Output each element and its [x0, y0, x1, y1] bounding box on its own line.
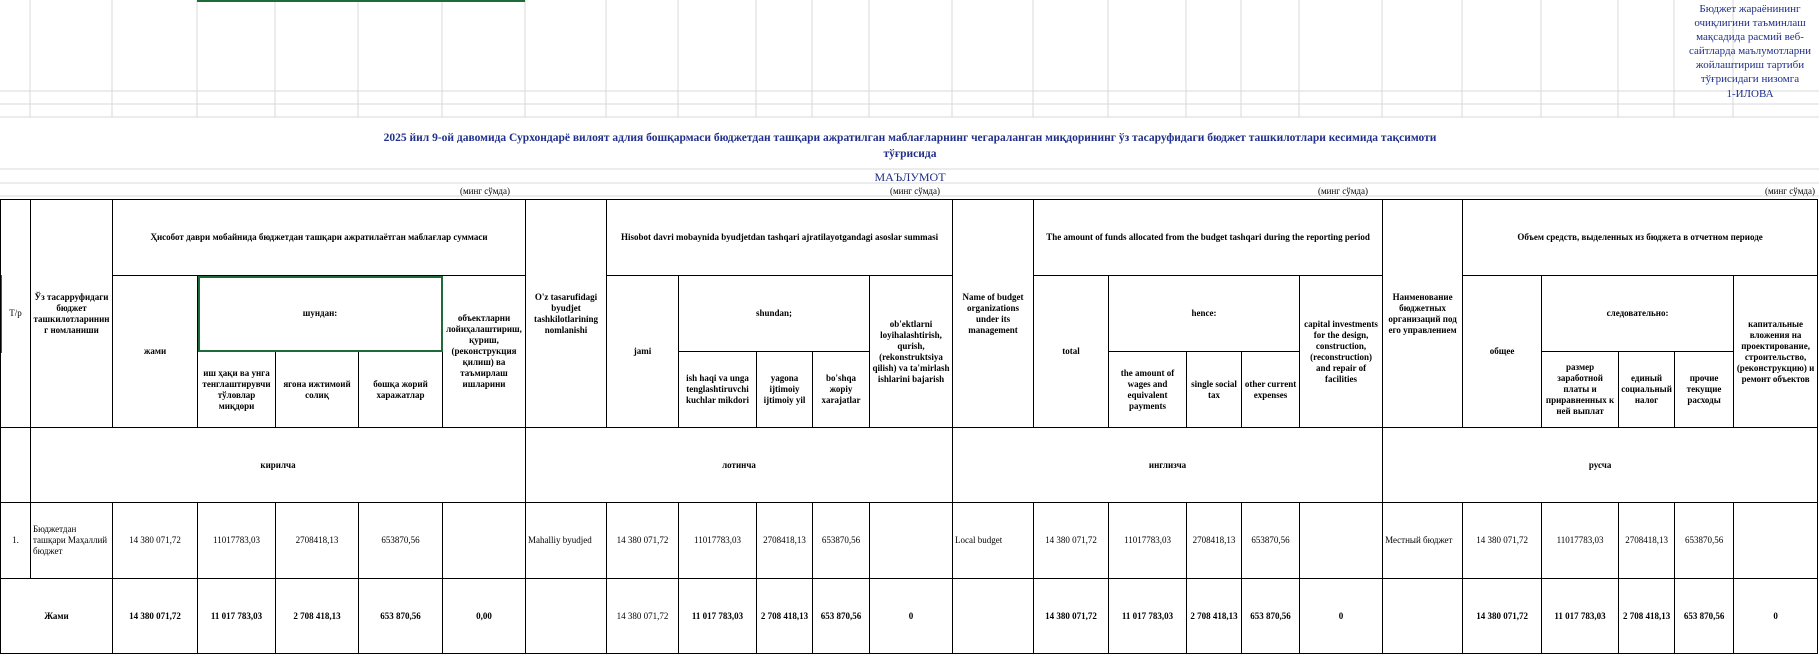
unit-label-cyrillic: (минг сўмда): [459, 186, 510, 196]
row1-rus-c4: [1734, 503, 1818, 579]
lang-label-latin: лотинча: [526, 428, 953, 503]
totals-lat-c2: 2 708 418,13: [757, 579, 813, 654]
row1-eng-c1: 11017783,03: [1109, 503, 1187, 579]
totals-lat-c1: 11 017 783,03: [679, 579, 757, 654]
totals-eng-blank: [953, 579, 1034, 654]
annex-note: [1685, 2, 1815, 101]
header-russian-c2: единый социальный налог: [1619, 352, 1675, 428]
table-row: [1, 503, 1818, 579]
header-latin-sub: shundan;: [679, 276, 870, 352]
header-cyrillic-group: Ҳисобот даври мобайнида бюджетдан ташқари ажратилаётган маблағлар суммаси: [113, 200, 526, 276]
unit-label-english: (минг сўмда): [1317, 186, 1368, 196]
header-russian-org: Наименование бюджетных организаций под его управлением: [1383, 200, 1463, 428]
header-cyrillic-org: Ўз тасарруфидаги бюджет ташкилотларининг номланиши: [31, 200, 113, 428]
totals-lat-c4: 0: [870, 579, 953, 654]
header-cyrillic-sub[interactable]: шундан:: [198, 276, 443, 352]
totals-eng-total: 14 380 071,72: [1034, 579, 1109, 654]
totals-cyr-c2: 2 708 418,13: [276, 579, 359, 654]
header-latin-c1: ish haqi va unga tenglashtiruvchi kuchlar mikdori: [679, 352, 757, 428]
row1-lat-c4: [870, 503, 953, 579]
report-subtitle: МАЪЛУМОТ: [874, 170, 946, 184]
header-latin-c3: bo'shqa жорiy xarajatlar: [813, 352, 870, 428]
totals-label: Жами: [1, 579, 113, 654]
totals-eng-c1: 11 017 783,03: [1109, 579, 1187, 654]
totals-rus-c1: 11 017 783,03: [1542, 579, 1619, 654]
header-cyrillic-total: жами: [113, 276, 198, 428]
totals-cyr-c1: 11 017 783,03: [198, 579, 276, 654]
row1-lat-c1: 11017783,03: [679, 503, 757, 579]
report-title: 2025 йил 9-ой давомида Сурхондарё вилоят адлия бошқармаси бюджетдан ташқари ажратилган маблағларнинг чегараланган миқдорининг ўз тасаруфидаги бюджет ташкилотлари кесимида тақсимоти тўғрисида: [383, 132, 1437, 160]
header-cyrillic-c2: ягона ижтимоий солиқ: [276, 352, 359, 428]
row1-rus-c2: 2708418,13: [1619, 503, 1675, 579]
row1-rus-c3: 653870,56: [1675, 503, 1734, 579]
row1-lat-c3: 653870,56: [813, 503, 870, 579]
row1-lat-c2: 2708418,13: [757, 503, 813, 579]
totals-lat-total: 14 380 071,72: [607, 579, 679, 654]
row1-rus-name: Местный бюджет: [1383, 503, 1463, 579]
header-latin-org: O'z tasarufidagi byudjet tashkilotlarining nomlanishi: [526, 200, 607, 428]
header-russian-c1: размер заработной платы и приравненных к ней выплат: [1542, 352, 1619, 428]
allocation-table: [0, 199, 1818, 654]
row1-cyr-c3: 653870,56: [359, 503, 443, 579]
header-cyrillic-c1: иш ҳақи ва унга тенглаштирувчи тўловлар миқдори: [198, 352, 276, 428]
totals-eng-c2: 2 708 418,13: [1187, 579, 1242, 654]
row1-eng-c4: [1300, 503, 1383, 579]
annex-text: Бюджет жараёнининг очиқлигини таъминлаш мақсадида расмий веб-сайтларда маълумотларни жойлаштириш тартиби тўғрисидаги низомга: [1688, 3, 1812, 85]
row1-rus-c1: 11017783,03: [1542, 503, 1619, 579]
lang-label-english: инглизча: [953, 428, 1383, 503]
row1-eng-name: Local budget: [953, 503, 1034, 579]
header-row-number: Т/р: [1, 200, 31, 428]
lang-row-blank: [1, 428, 31, 503]
totals-eng-c4: 0: [1300, 579, 1383, 654]
totals-rus-total: 14 380 071,72: [1463, 579, 1542, 654]
row1-lat-total: 14 380 071,72: [607, 503, 679, 579]
header-russian-total: общее: [1463, 276, 1542, 428]
totals-rus-c2: 2 708 418,13: [1619, 579, 1675, 654]
totals-rus-blank: [1383, 579, 1463, 654]
totals-cyr-c3: 653 870,56: [359, 579, 443, 654]
row1-eng-c2: 2708418,13: [1187, 503, 1242, 579]
totals-cyr-total: 14 380 071,72: [113, 579, 198, 654]
header-russian-c4: капитальные вложения на проектирование, строительство, (реконструкцию) и ремонт объектов: [1734, 276, 1818, 428]
totals-rus-c3: 653 870,56: [1675, 579, 1734, 654]
header-english-total: total: [1034, 276, 1109, 428]
row1-rus-total: 14 380 071,72: [1463, 503, 1542, 579]
totals-cyr-c4: 0,00: [443, 579, 526, 654]
unit-label-russian: (минг сўмда): [1764, 186, 1815, 196]
header-english-c1: the amount of wages and equivalent payments: [1109, 352, 1187, 428]
header-russian-sub: следовательно:: [1542, 276, 1734, 352]
row1-cyr-total: 14 380 071,72: [113, 503, 198, 579]
totals-rus-c4: 0: [1734, 579, 1818, 654]
header-latin-c2: yagona ijtimoiy ijtimoiy yil: [757, 352, 813, 428]
header-english-c3: other current expenses: [1242, 352, 1300, 428]
totals-lat-c3: 653 870,56: [813, 579, 870, 654]
header-english-org: Name of budget organizations under its management: [953, 200, 1034, 428]
header-russian-c3: прочие текущие расходы: [1675, 352, 1734, 428]
header-cyrillic-c3: бошқа жорий харажатлар: [359, 352, 443, 428]
header-latin-total: jami: [607, 276, 679, 428]
unit-label-latin: (минг сўмда): [889, 186, 940, 196]
totals-row: [1, 579, 1818, 654]
header-cyrillic-c4: объектларни лойиҳалаштириш, қуриш, (реконструкция қилиш) ва таъмирлаш ишларини: [443, 276, 526, 428]
totals-lat-blank: [526, 579, 607, 654]
row1-no: 1.: [1, 503, 31, 579]
header-latin-group: Hisobot davri mobaynida byudjetdan tashqari ajratilayotgandagi asoslar summasi: [607, 200, 953, 276]
row1-cyr-c2: 2708418,13: [276, 503, 359, 579]
lang-label-russian: русча: [1383, 428, 1818, 503]
row1-cyr-name: Бюджетдан ташқари Маҳаллий бюджет: [31, 503, 113, 579]
header-latin-c4: ob'ektlarni loyihalashtirish, qurish, (rekonstruktsiya qilish) va ta'mirlash ishlarini bajarish: [870, 276, 953, 428]
row1-eng-c3: 653870,56: [1242, 503, 1300, 579]
lang-label-cyrillic: кирилча: [31, 428, 526, 503]
header-english-c2: single social tax: [1187, 352, 1242, 428]
header-russian-group: Объем средств, выделенных из бюджета в отчетном периоде: [1463, 200, 1818, 276]
totals-eng-c3: 653 870,56: [1242, 579, 1300, 654]
header-english-c4: capital investments for the design, construction, (reconstruction) and repair of facilities: [1300, 276, 1383, 428]
header-english-sub: hence:: [1109, 276, 1300, 352]
header-english-group: The amount of funds allocated from the budget tashqari during the reporting period: [1034, 200, 1383, 276]
row1-eng-total: 14 380 071,72: [1034, 503, 1109, 579]
annex-label: 1-ИЛОВА: [1726, 88, 1774, 100]
row1-lat-name: Mahalliy byudjed: [526, 503, 607, 579]
row1-cyr-c1: 11017783,03: [198, 503, 276, 579]
row1-cyr-c4: [443, 503, 526, 579]
